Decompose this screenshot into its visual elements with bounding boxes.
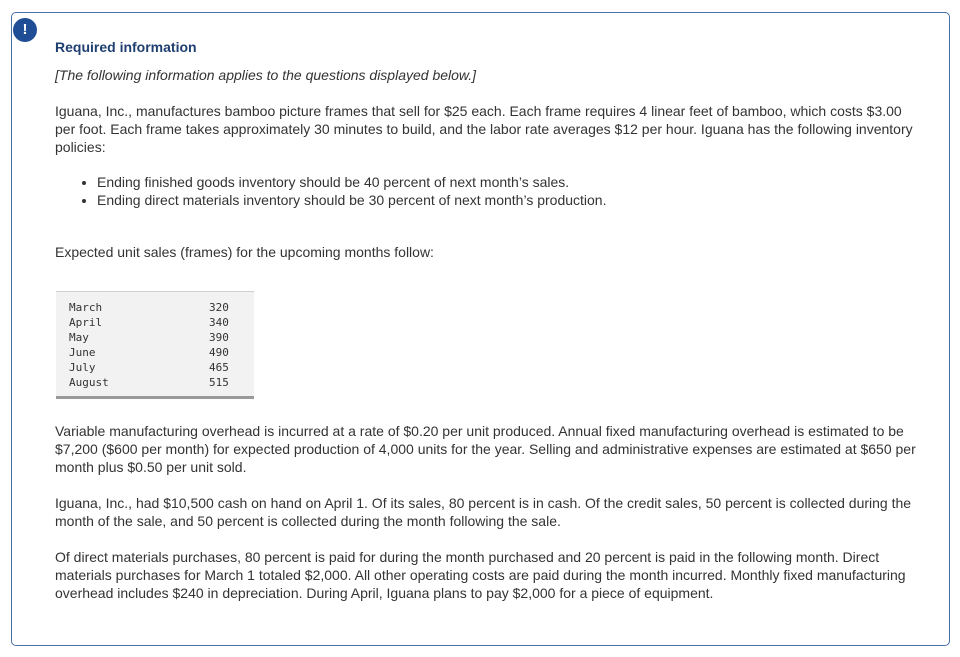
month-cell: August: [69, 376, 109, 389]
month-cell: April: [69, 316, 103, 329]
month-cell: July: [69, 361, 96, 374]
heading: Required information: [55, 39, 197, 55]
month-cell: June: [69, 346, 96, 359]
units-cell: 515: [209, 376, 229, 389]
table-row: [69, 375, 239, 390]
table-row: [69, 315, 239, 330]
inventory-policies-list: [77, 173, 606, 209]
paragraph-expected-sales: Expected unit sales (frames) for the upcoming months follow:: [55, 244, 434, 260]
month-cell: May: [69, 331, 89, 344]
table-row: [69, 360, 239, 375]
list-item: • Ending finished goods inventory should be 40 percent of next month’s sales.: [97, 173, 606, 191]
list-item: • Ending direct materials inventory should be 30 percent of next month’s production.: [97, 191, 606, 209]
units-cell: 465: [209, 361, 229, 374]
units-cell: 390: [209, 331, 229, 344]
intro-note: [The following information applies to the questions displayed below.]: [55, 67, 477, 83]
table-row: [69, 330, 239, 345]
table-row: [69, 300, 239, 315]
table-row: [69, 345, 239, 360]
paragraph-materials-payments: Of direct materials purchases, 80 percent is paid for during the month purchased and 20 percent is paid in the following month. Direct materials purchases for March 1 totaled $2,000. All other operating costs are paid during the month incurred. Monthly fixed manufacturing overhead includes $240 in depreciation. During April, Iguana plans to pay $2,000 for a piece of equipment.: [55, 549, 906, 601]
paragraph-cash: Iguana, Inc., had $10,500 cash on hand on April 1. Of its sales, 80 percent is in cash. Of the credit sales, 50 percent is collected during the month of the sale, and 50 percent is collected during the month following the sale.: [55, 495, 912, 529]
sales-table: [56, 291, 254, 399]
paragraph-company-info: Iguana, Inc., manufactures bamboo picture frames that sell for $25 each. Each frame requires 4 linear feet of bamboo, which costs $3.00 per foot. Each frame takes approximately 30 minutes to build, and the labor rate averages $12 per hour. Iguana has the following inventory policies:: [55, 103, 913, 155]
units-cell: 320: [209, 301, 229, 314]
units-cell: 490: [209, 346, 229, 359]
units-cell: 340: [209, 316, 229, 329]
paragraph-overhead: Variable manufacturing overhead is incurred at a rate of $0.20 per unit produced. Annual fixed manufacturing overhead is estimated to be $7,200 ($600 per month) for expected production of 4,000 units for the year. Selling and administrative expenses are estimated at $650 per month plus $0.50 per unit sold.: [55, 423, 916, 475]
month-cell: March: [69, 301, 103, 314]
alert-icon: !: [13, 18, 37, 42]
required-information-card: [11, 12, 950, 646]
